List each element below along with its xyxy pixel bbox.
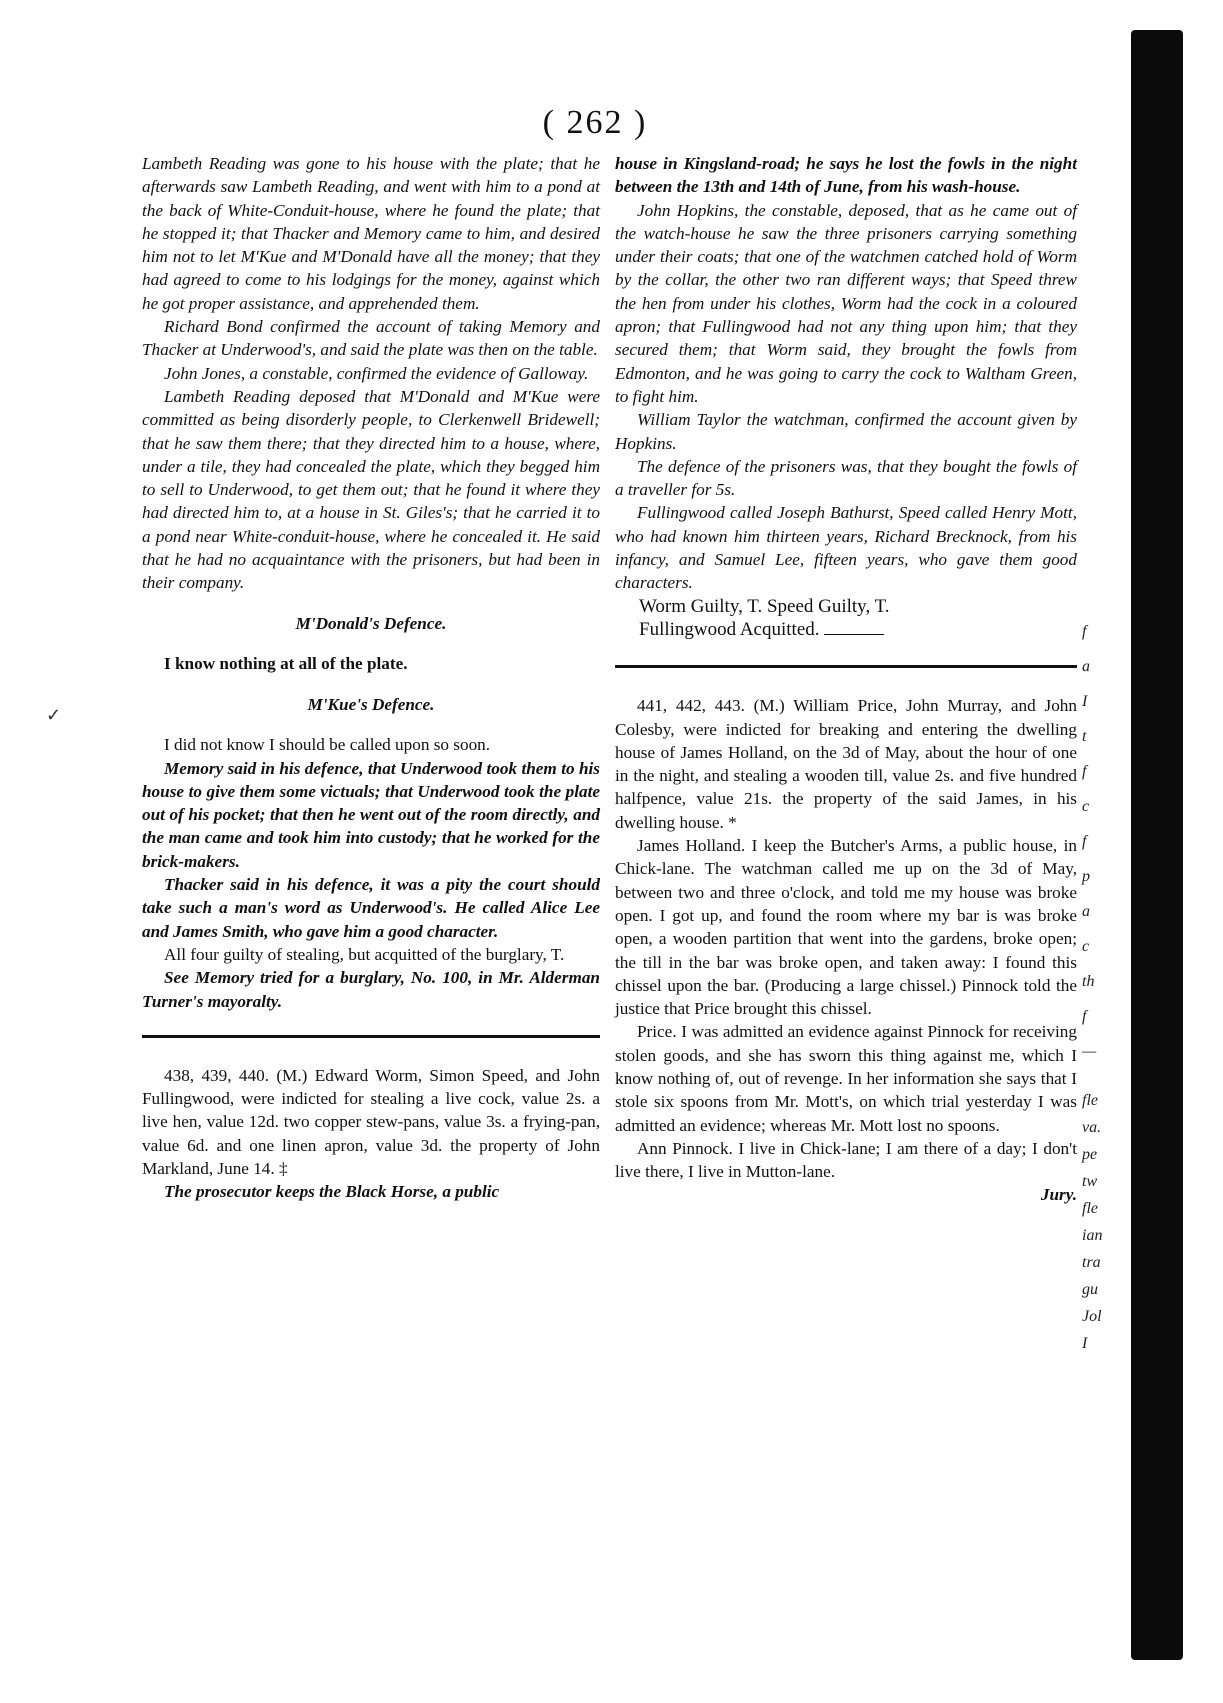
left-paragraph-4: Lambeth Reading deposed that M'Donald and M'Kue were committed as being disorderly people, to Clerkenwell Bridewell; that he saw them there; that they directed him to a house, where, under a tile, they had concealed the plate, which they begged him to sell to Underwood, to get them out; that he found it where they had directed him to, at a house in St. Giles's; that he carried it to a pond near White-conduit-house, where he concealed it. He said that he had no acquaintance with the prisoners, but had been in their company. [142, 386, 600, 593]
verdict-fullingwood-text: Fullingwood Acquitted. [639, 618, 820, 640]
margin-fragment: tw [1082, 1173, 1098, 1190]
left-paragraph-6: I did not know I should be called upon so soon. [164, 735, 491, 755]
mdonald-defence-heading: M'Donald's Defence. [295, 613, 447, 633]
section-divider-left [142, 1035, 600, 1038]
verdict-worm-speed: Worm Guilty, T. Speed Guilty, T. [639, 595, 890, 617]
margin-fragment: f [1082, 763, 1087, 780]
left-paragraph-8: Thacker said in his defence, it was a pity the court should take such a man's word as Underwood's. He called Alice Lee and James Smith, who gave him a good character. [142, 875, 600, 941]
verdict-fullingwood [615, 618, 1077, 641]
margin-fragment: th [1082, 973, 1095, 990]
left-paragraph-11: The prosecutor keeps the Black Horse, a public [164, 1182, 500, 1202]
left-column [142, 152, 600, 1204]
right-paragraph-7: Price. I was admitted an evidence against Pinnock for receiving stolen goods, and she has sworn this thing against me, which I know nothing of, out of revenge. In her information she says that I stole six spoons from Mr. Mott's, on which trial yesterday I was admitted an evidence; whereas Mr. Mott lost no spoons. [615, 1022, 1077, 1135]
margin-fragment: f [1082, 1008, 1087, 1025]
right-paragraph-3: William Taylor the watchman, confirmed the account given by Hopkins. [615, 410, 1077, 453]
right-paragraph-4: The defence of the prisoners was, that they bought the fowls of a traveller for 5s. [615, 456, 1077, 500]
left-paragraph-1: Lambeth Reading was gone to his house with the plate; that he afterwards saw Lambeth Reading, and went with him to a pond at the back of White-Conduit-house, where he found the plate; that he stopped it; that Thacker and Memory came to him, and desired him not to let M'Kue and M'Donald have all the money; that they had agreed to come to his lodgings for the money, against which he got proper assistance, and apprehended them. [142, 154, 600, 313]
margin-fragment: fle [1082, 1092, 1098, 1109]
right-paragraph-5: Fullingwood called Joseph Bathurst, Speed called Henry Mott, who had known him thirteen years, Richard Brecknock, from his infancy, and Samuel Lee, fifteen years, who gave them good characters. [615, 503, 1077, 593]
margin-fragment: p [1082, 868, 1090, 885]
margin-fragment: Jol [1082, 1308, 1102, 1325]
binding-shadow-bar [1131, 30, 1183, 1660]
right-paragraph-6: James Holland. I keep the Butcher's Arms, a public house, in Chick-lane. The watchman called me up on the 3d of May, between two and three o'clock, and told me my house was broke open. I got up, and found the room where my bar is was broke open, a wooden partition that went into the gardens, broke open; the till in the bar was broke open, and taken away: I found this chissel upon the bar. (Producing a large chissel.) Pinnock told the justice that Price brought this chissel. [615, 836, 1077, 1019]
margin-fragment: f [1082, 833, 1087, 850]
margin-fragment: a [1082, 903, 1090, 920]
margin-fragment: f [1082, 623, 1087, 640]
left-paragraph-5: I know nothing at all of the plate. [164, 654, 408, 674]
margin-fragment: I [1082, 1335, 1088, 1352]
case-heading-438: 438, 439, 440. (M.) Edward Worm, Simon Speed, and John Fullingwood, were indicted for stealing a live cock, value 2s. a live hen, value 12d. two copper stew-pans, value 3s. a frying-pan, value 6d. and one linen apron, value 3d. the property of John Markland, June 14. ‡ [142, 1065, 600, 1179]
margin-fragment: a [1082, 658, 1090, 675]
margin-fragment: tra [1082, 1254, 1101, 1271]
margin-fragment: c [1082, 798, 1090, 815]
margin-fragment: pe [1082, 1146, 1098, 1163]
left-paragraph-7: Memory said in his defence, that Underwood took them to his house to give them some victuals; that Underwood took the plate out of his pocket; that then he went out of the room directly, and the man came and took him into custody; that he worked for the brick-makers. [142, 758, 600, 871]
mkue-defence-heading: M'Kue's Defence. [307, 694, 435, 714]
facing-page-margin-fragments [1082, 620, 1122, 1359]
right-column [615, 152, 1077, 1207]
section-divider-right [615, 665, 1077, 668]
page-number: ( 262 ) [542, 104, 648, 141]
margin-fragment: t [1082, 728, 1087, 745]
right-paragraph-1: house in Kingsland-road; he says he lost the fowls in the night between the 13th and 14th of June, from his wash-house. [615, 154, 1077, 197]
case-heading-441: 441, 442, 443. (M.) William Price, John Murray, and John Colesby, were indicted for breaking and entering the dwelling house of James Holland, on the 3d of May, about the hour of one in the night, and stealing a wooden till, value 2s. and five hundred halfpence, value 21s. the property of the said James, in his dwelling house. * [615, 696, 1077, 832]
catchword: Jury. [1040, 1185, 1077, 1205]
right-paragraph-8: Ann Pinnock. I live in Chick-lane; I am there of a day; I don't live there, I live in Mutton-lane. [615, 1138, 1077, 1182]
margin-fragment: fle [1082, 1200, 1098, 1217]
margin-fragment: va. [1082, 1119, 1102, 1136]
margin-fragment: ian [1082, 1227, 1103, 1244]
right-paragraph-2: John Hopkins, the constable, deposed, that as he came out of the watch-house he saw the three prisoners carrying something under their coats; that one of the watchmen catched hold of Worm by the collar, the other two ran different ways; that Speed threw the hen from under his clothes, Worm had the cock in a coloured apron; that Fullingwood had not any thing upon him; that they secured them; that Worm said, they brought the fowls from Edmonton, and he was going to carry the cock to Waltham Green, to fight him. [615, 200, 1077, 406]
stray-mark: ✓ [46, 705, 62, 725]
left-verdict: All four guilty of stealing, but acquitted of the burglary, T. [164, 944, 565, 964]
margin-fragment: I [1082, 693, 1088, 710]
left-paragraph-3: John Jones, a constable, confirmed the evidence of Galloway. [164, 363, 589, 383]
margin-fragment: — [1082, 1043, 1097, 1060]
verdict-underline [824, 634, 884, 635]
margin-fragment: gu [1082, 1281, 1098, 1298]
margin-fragment: c [1082, 938, 1090, 955]
left-cross-reference: See Memory tried for a burglary, No. 100, in Mr. Alderman Turner's mayoralty. [142, 968, 600, 1011]
left-paragraph-2: Richard Bond confirmed the account of taking Memory and Thacker at Underwood's, and said the plate was then on the table. [142, 317, 600, 360]
